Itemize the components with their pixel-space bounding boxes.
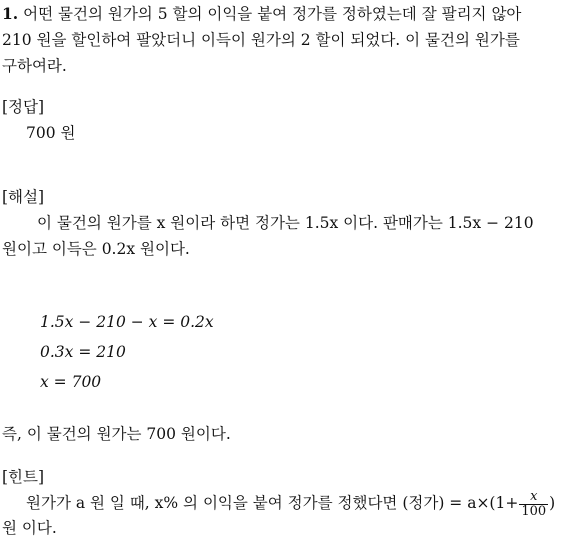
problem-line-2: 210 원을 할인하여 팔았더니 이득이 원가의 2 할이 되었다. 이 물건의 원가를 xyxy=(2,31,520,49)
problem-number: 1. xyxy=(2,4,19,23)
answer-value: 700 원 xyxy=(26,124,76,142)
solution-line-1: 이 물건의 원가를 x 원이라 하면 정가는 1.5x 이다. 판매가는 1.5x − 210 xyxy=(37,214,534,232)
solution-line-2: 원이고 이득은 0.2x 원이다. xyxy=(2,240,190,258)
problem-line-1 xyxy=(2,4,521,24)
hint-fraction xyxy=(519,490,548,519)
fraction-denominator: 100 xyxy=(521,503,547,519)
problem-line-3: 구하여라. xyxy=(2,57,67,75)
problem-text-1: 어떤 물건의 원가의 5 할의 이익을 붙여 정가를 정하였는데 잘 팔리지 않아 xyxy=(23,5,522,23)
answer-heading: [정답] xyxy=(2,98,45,116)
solution-conclusion: 즉, 이 물건의 원가는 700 원이다. xyxy=(2,425,231,443)
equation-3: x = 700 xyxy=(40,373,102,391)
hint-line-1 xyxy=(26,488,555,519)
equation-2: 0.3x = 210 xyxy=(40,343,126,361)
hint-text-1: 원가가 a 원 일 때, x% 의 이익을 붙여 정가를 정했다면 (정가) = a×(1+ xyxy=(26,494,519,512)
equation-1: 1.5x − 210 − x = 0.2x xyxy=(40,313,214,331)
hint-text-close: ) xyxy=(549,494,556,512)
solution-heading: [해설] xyxy=(2,188,45,206)
hint-heading: [힌트] xyxy=(2,468,45,486)
hint-line-2: 원 이다. xyxy=(2,519,57,537)
fraction-numerator: x xyxy=(519,490,548,505)
